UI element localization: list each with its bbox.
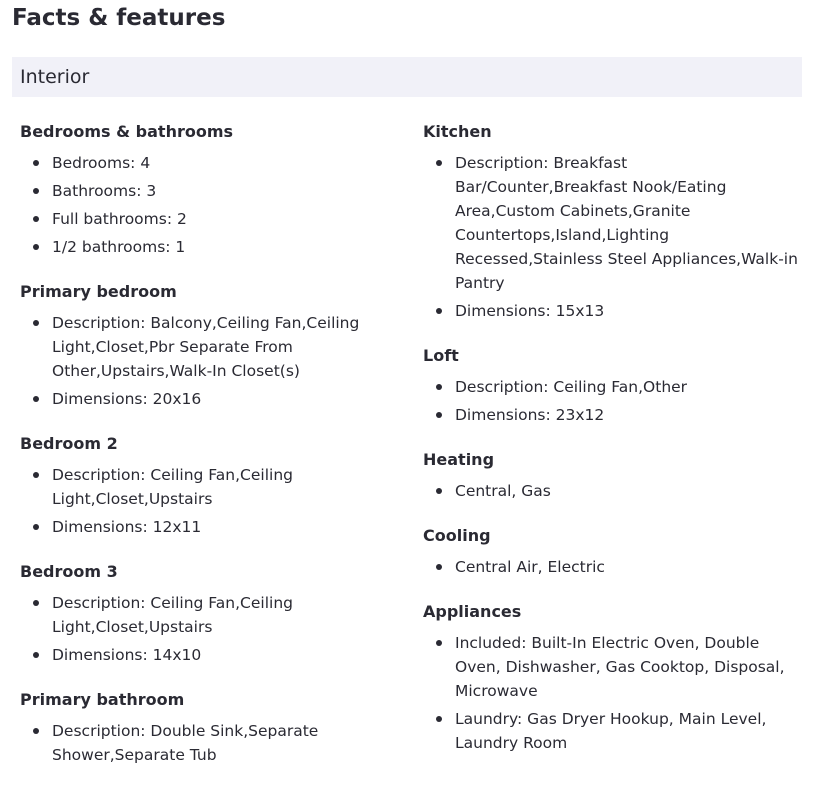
section-title: Interior [20,66,90,88]
group-heading: Bedroom 3 [20,562,118,581]
fact-list [20,591,380,667]
fact-list [423,479,803,503]
right-column [423,121,803,777]
fact-item: Description: Balcony,Ceiling Fan,Ceiling Light,Closet,Pbr Separate From Other,Upstairs,Walk-In Closet(s) [20,311,380,383]
group-primary-bathroom [20,689,380,767]
group-bedrooms-bathrooms [20,121,380,259]
fact-item: Dimensions: 14x10 [20,643,380,667]
group-heading: Heating [423,450,495,469]
group-heading: Primary bathroom [20,690,185,709]
group-heading: Appliances [423,602,522,621]
fact-item: Laundry: Gas Dryer Hookup, Main Level, Laundry Room [423,707,803,755]
fact-item: Dimensions: 15x13 [423,299,803,323]
fact-item: Description: Ceiling Fan,Ceiling Light,Closet,Upstairs [20,591,380,639]
fact-list [20,311,380,411]
fact-item: Dimensions: 12x11 [20,515,380,539]
fact-item: Dimensions: 23x12 [423,403,803,427]
fact-item: Description: Double Sink,Separate Shower,Separate Tub [20,719,380,767]
group-heading: Bedroom 2 [20,434,118,453]
fact-list [20,463,380,539]
group-cooling [423,525,803,579]
fact-item: Full bathrooms: 2 [20,207,380,231]
fact-item: 1/2 bathrooms: 1 [20,235,380,259]
fact-list [20,151,380,259]
group-heading: Cooling [423,526,491,545]
fact-item: Dimensions: 20x16 [20,387,380,411]
page-title: Facts & features [12,5,226,31]
fact-item: Bathrooms: 3 [20,179,380,203]
left-column [20,121,380,789]
fact-item: Included: Built-In Electric Oven, Double Oven, Dishwasher, Gas Cooktop, Disposal, Microwave [423,631,803,703]
group-heading: Primary bedroom [20,282,177,301]
group-appliances [423,601,803,755]
fact-list [423,631,803,755]
fact-item: Central Air, Electric [423,555,803,579]
fact-list [20,719,380,767]
fact-item: Description: Ceiling Fan,Ceiling Light,Closet,Upstairs [20,463,380,511]
fact-item: Description: Breakfast Bar/Counter,Breakfast Nook/Eating Area,Custom Cabinets,Granite Countertops,Island,Lighting Recessed,Stainless Steel Appliances,Walk-in Pantry [423,151,803,295]
group-kitchen [423,121,803,323]
group-heading: Kitchen [423,122,492,141]
group-bedroom-2 [20,433,380,539]
fact-item: Description: Ceiling Fan,Other [423,375,803,399]
section-header-interior[interactable] [12,57,802,97]
group-loft [423,345,803,427]
group-heading: Bedrooms & bathrooms [20,122,234,141]
group-primary-bedroom [20,281,380,411]
group-heading: Loft [423,346,459,365]
fact-list [423,151,803,323]
group-bedroom-3 [20,561,380,667]
fact-item: Bedrooms: 4 [20,151,380,175]
fact-list [423,555,803,579]
fact-item: Central, Gas [423,479,803,503]
group-heating [423,449,803,503]
fact-list [423,375,803,427]
